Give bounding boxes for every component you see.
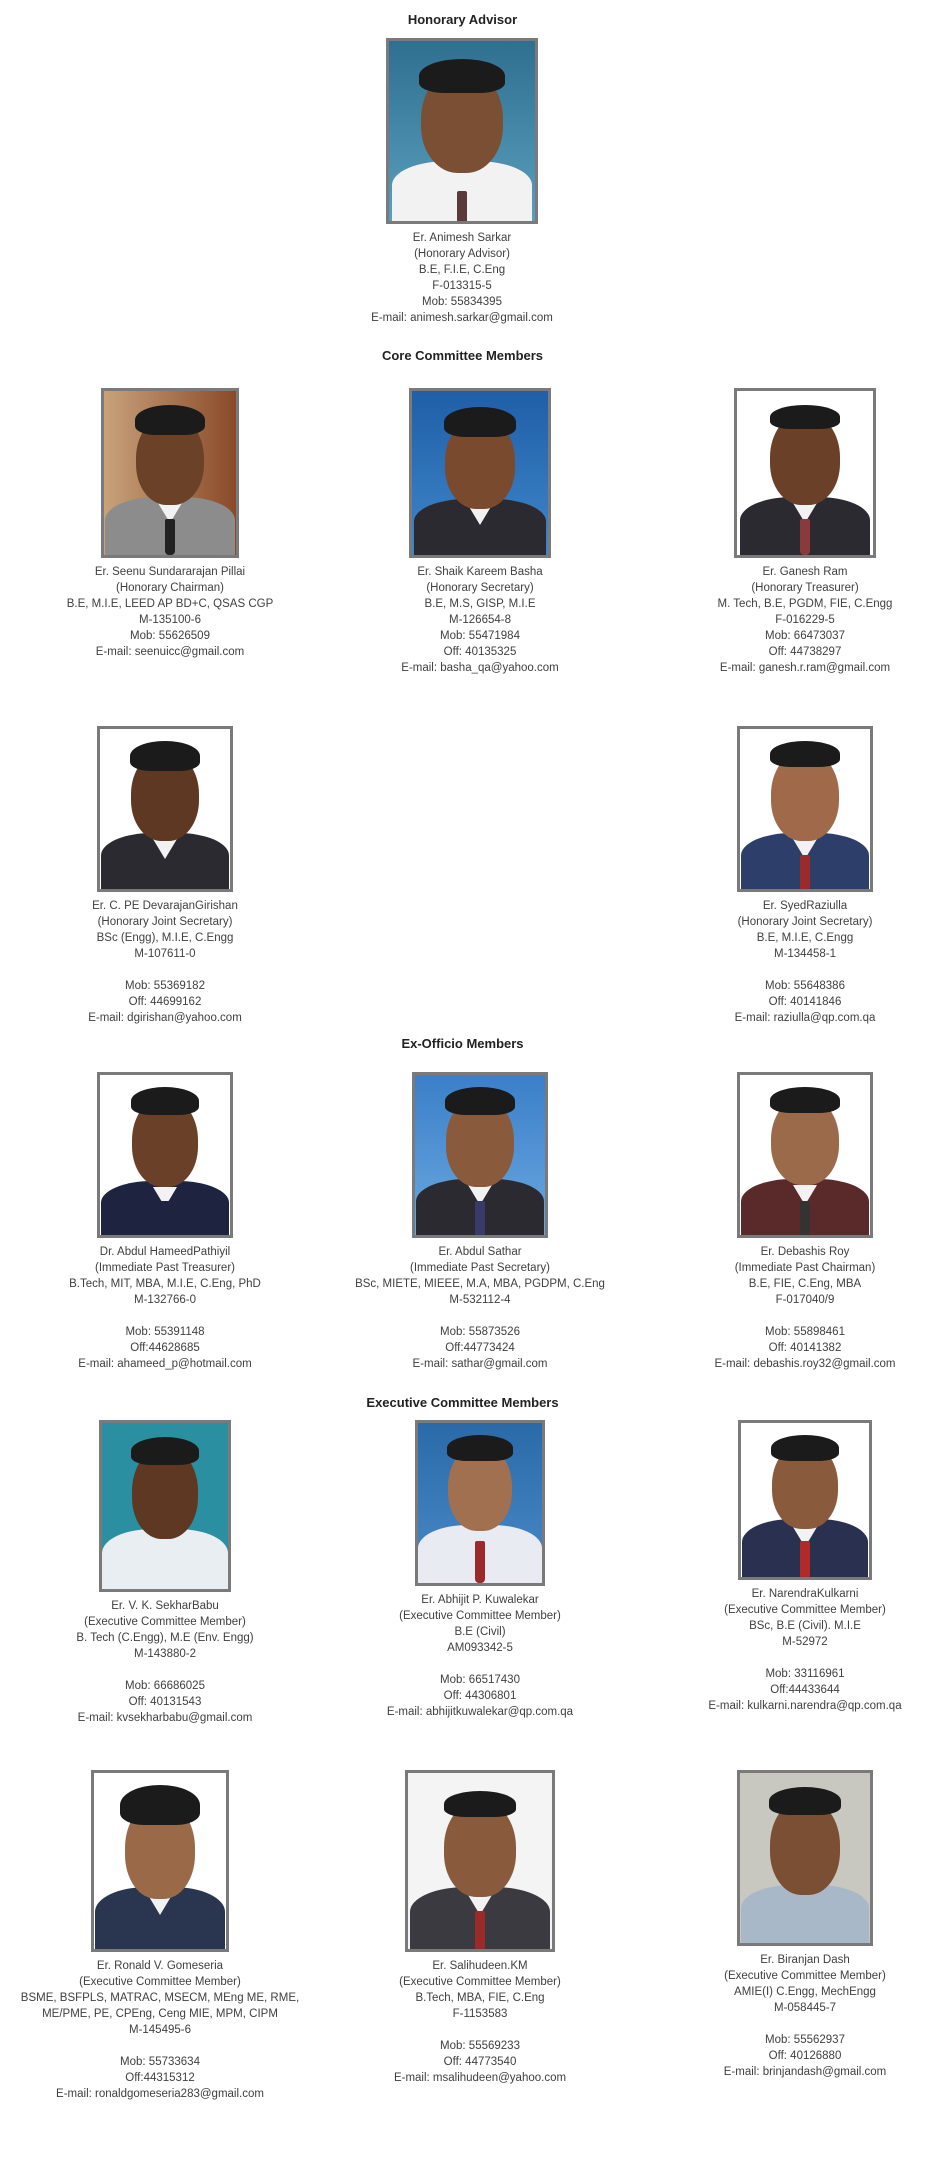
member-name: Er. Shaik Kareem Basha <box>417 566 543 578</box>
member-qualifications: B.E, M.I.E, LEED AP BD+C, QSAS CGP <box>66 598 274 610</box>
member-office: Off: 40126880 <box>768 2050 842 2062</box>
member-qualifications: BSc, MIETE, MIEEE, M.A, MBA, PGDPM, C.Eng <box>355 1278 605 1290</box>
member-mobile: Mob: 66686025 <box>125 1680 205 1692</box>
member-mobile: Mob: 55898461 <box>765 1326 845 1338</box>
member-role: (Honorary Chairman) <box>115 582 224 594</box>
member-mobile: Mob: 55562937 <box>765 2034 845 2046</box>
member-role: (Executive Committee Member) <box>399 1976 561 1988</box>
member-qualifications: B.E, M.S, GISP, M.I.E <box>424 598 536 610</box>
member-qualifications: AMIE(I) C.Engg, MechEngg <box>734 1986 876 1998</box>
spacer <box>40 962 290 978</box>
member-id: M-058445-7 <box>773 2002 836 2014</box>
member-photo <box>734 388 876 558</box>
member-email[interactable]: E-mail: ronaldgomeseria283@gmail.com <box>56 2088 264 2100</box>
member-mobile: Mob: 33116961 <box>765 1668 845 1680</box>
member-email[interactable]: E-mail: kulkarni.narendra@qp.com.qa <box>708 1700 902 1712</box>
member-qualifications: B.E, F.I.E, C.Eng <box>418 264 506 276</box>
member-role: (Executive Committee Member) <box>79 1976 241 1988</box>
member-card-core-1 <box>45 388 295 660</box>
member-role: (Executive Committee Member) <box>399 1610 561 1622</box>
member-office: Off: 44306801 <box>443 1690 517 1702</box>
section-title-core-committee: Core Committee Members <box>381 348 544 363</box>
member-role: (Immediate Past Treasurer) <box>95 1262 235 1274</box>
member-card-executive-1 <box>30 1420 300 1726</box>
spacer <box>680 1308 925 1324</box>
member-qualifications: B.Tech, MIT, MBA, M.I.E, C.Eng, PhD <box>69 1278 261 1290</box>
member-role: (Honorary Advisor) <box>414 248 510 260</box>
member-role: (Immediate Past Chairman) <box>734 1262 876 1274</box>
member-qualifications: M. Tech, B.E, PGDM, FIE, C.Engg <box>717 598 893 610</box>
member-name: Er. C. PE DevarajanGirishan <box>92 900 238 912</box>
member-id: M-532112-4 <box>449 1294 511 1306</box>
member-name: Er. V. K. SekharBabu <box>111 1600 219 1612</box>
member-name: Er. SyedRaziulla <box>762 900 848 912</box>
member-id: F-016229-5 <box>775 614 835 626</box>
member-qualifications: B. Tech (C.Engg), M.E (Env. Engg) <box>76 1632 254 1644</box>
member-mobile: Mob: 55648386 <box>765 980 845 992</box>
member-photo <box>412 1072 548 1238</box>
spacer <box>40 1308 290 1324</box>
member-mobile: Mob: 55369182 <box>125 980 205 992</box>
member-name: Er. Seenu Sundararajan Pillai <box>94 566 246 578</box>
member-qualifications: B.E, M.I.E, C.Engg <box>756 932 854 944</box>
member-office: Off: 44738297 <box>768 646 842 658</box>
member-qualifications: BSME, BSFPLS, MATRAC, MSECM, MEng ME, RME, <box>20 1992 300 2004</box>
member-id: M-135100-6 <box>138 614 201 626</box>
member-role: (Honorary Joint Secretary) <box>97 916 233 928</box>
member-photo <box>91 1770 229 1952</box>
member-email[interactable]: E-mail: kvsekharbabu@gmail.com <box>77 1712 253 1724</box>
member-mobile: Mob: 55733634 <box>120 2056 200 2068</box>
member-office: Off:44628685 <box>130 1342 200 1354</box>
member-card-executive-5 <box>330 1770 630 2086</box>
member-role: (Executive Committee Member) <box>84 1616 246 1628</box>
member-id: F-017040/9 <box>775 1294 835 1306</box>
member-role: (Honorary Joint Secretary) <box>737 916 873 928</box>
member-role: (Honorary Treasurer) <box>751 582 859 594</box>
member-photo <box>386 38 538 224</box>
member-card-core-3 <box>680 388 925 676</box>
member-name: Er. Salihudeen.KM <box>432 1960 528 1972</box>
member-name: Er. Debashis Roy <box>760 1246 850 1258</box>
member-id: M-52972 <box>782 1636 828 1648</box>
member-email[interactable]: E-mail: sathar@gmail.com <box>412 1358 548 1370</box>
spacer <box>10 2038 310 2054</box>
member-name: Er. Abdul Sathar <box>438 1246 522 1258</box>
member-office: Off: 40141846 <box>768 996 842 1008</box>
member-card-exofficio-2 <box>330 1072 630 1372</box>
spacer <box>670 2016 925 2032</box>
member-card-core-2 <box>355 388 605 676</box>
member-name: Er. NarendraKulkarni <box>751 1588 859 1600</box>
member-id: M-132766-0 <box>133 1294 196 1306</box>
member-photo <box>415 1420 545 1586</box>
member-email[interactable]: E-mail: raziulla@qp.com.qa <box>734 1012 876 1024</box>
member-email[interactable]: E-mail: abhijitkuwalekar@qp.com.qa <box>386 1706 574 1718</box>
member-photo <box>738 1420 872 1580</box>
member-qualifications: B.Tech, MBA, FIE, C.Eng <box>415 1992 545 2004</box>
member-name: Er. Ronald V. Gomeseria <box>96 1960 224 1972</box>
member-email[interactable]: E-mail: ahameed_p@hotmail.com <box>78 1358 252 1370</box>
member-card-exofficio-3 <box>680 1072 925 1372</box>
member-mobile: Mob: 66473037 <box>765 630 845 642</box>
member-id: M-143880-2 <box>133 1648 196 1660</box>
member-role: (Immediate Past Secretary) <box>410 1262 550 1274</box>
member-qualifications-cont: ME/PME, PE, CPEng, Ceng MIE, MPM, CIPM <box>42 2008 278 2020</box>
member-photo <box>737 1072 873 1238</box>
spacer <box>30 1662 300 1678</box>
member-name: Dr. Abdul HameedPathiyil <box>99 1246 231 1258</box>
member-mobile: Mob: 66517430 <box>440 1674 520 1686</box>
member-card-executive-4 <box>10 1770 310 2102</box>
member-card-executive-3 <box>670 1420 925 1714</box>
member-card-executive-2 <box>330 1420 630 1720</box>
member-office: Off:44315312 <box>125 2072 195 2084</box>
spacer <box>330 1308 630 1324</box>
member-photo <box>409 388 551 558</box>
member-photo <box>737 1770 873 1946</box>
member-mobile: Mob: 55626509 <box>130 630 210 642</box>
member-email[interactable]: E-mail: debashis.roy32@gmail.com <box>714 1358 896 1370</box>
member-id: M-145495-6 <box>128 2024 191 2036</box>
spacer <box>330 2022 630 2038</box>
member-email[interactable]: E-mail: ganesh.r.ram@gmail.com <box>719 662 891 674</box>
member-office: Off: 40141382 <box>768 1342 842 1354</box>
member-email[interactable]: E-mail: basha_qa@yahoo.com <box>401 662 559 674</box>
spacer <box>680 962 925 978</box>
member-email[interactable]: E-mail: seenuicc@gmail.com <box>95 646 245 658</box>
member-card-executive-6 <box>670 1770 925 2080</box>
member-card-core-5 <box>680 726 925 1026</box>
member-photo <box>99 1420 231 1592</box>
member-id: M-134458-1 <box>773 948 836 960</box>
member-mobile: Mob: 55873526 <box>440 1326 520 1338</box>
member-mobile: Mob: 55569233 <box>440 2040 520 2052</box>
member-role: (Executive Committee Member) <box>724 1604 886 1616</box>
member-card-exofficio-1 <box>40 1072 290 1372</box>
member-id: F-1153583 <box>452 2008 508 2020</box>
member-card-core-4 <box>40 726 290 1026</box>
member-office: Off: 40135325 <box>443 646 517 658</box>
member-office: Off:44773424 <box>445 1342 515 1354</box>
member-email[interactable]: E-mail: dgirishan@yahoo.com <box>88 1012 242 1024</box>
member-card-advisor <box>312 38 612 326</box>
member-name: Er. Animesh Sarkar <box>412 232 512 244</box>
member-role: (Honorary Secretary) <box>426 582 534 594</box>
member-photo <box>737 726 873 892</box>
member-qualifications: B.E, FIE, C.Eng, MBA <box>748 1278 862 1290</box>
member-office: Off: 44699162 <box>128 996 202 1008</box>
member-photo <box>97 1072 233 1238</box>
section-title-ex-officio: Ex-Officio Members <box>401 1036 524 1051</box>
member-qualifications: BSc, B.E (Civil). M.I.E <box>749 1620 861 1632</box>
member-office: Off: 44773540 <box>443 2056 517 2068</box>
member-id: M-107611-0 <box>134 948 196 960</box>
member-email[interactable]: E-mail: msalihudeen@yahoo.com <box>393 2072 567 2084</box>
member-id: M-126654-8 <box>448 614 511 626</box>
section-title-honorary-advisor: Honorary Advisor <box>407 12 518 27</box>
member-photo <box>97 726 233 892</box>
member-qualifications: BSc (Engg), M.I.E, C.Engg <box>96 932 234 944</box>
member-role: (Executive Committee Member) <box>724 1970 886 1982</box>
member-email[interactable]: E-mail: animesh.sarkar@gmail.com <box>371 312 553 324</box>
spacer <box>670 1650 925 1666</box>
member-id: AM093342-5 <box>447 1642 513 1654</box>
member-mobile: Mob: 55834395 <box>422 296 502 308</box>
member-office: Off:44433644 <box>770 1684 840 1696</box>
member-mobile: Mob: 55471984 <box>440 630 520 642</box>
section-title-executive-committee: Executive Committee Members <box>366 1395 559 1410</box>
member-email[interactable]: E-mail: brinjandash@gmail.com <box>723 2066 887 2078</box>
member-name: Er. Abhijit P. Kuwalekar <box>421 1594 539 1606</box>
member-name: Er. Ganesh Ram <box>762 566 848 578</box>
member-photo <box>101 388 239 558</box>
member-name: Er. Biranjan Dash <box>760 1954 850 1966</box>
member-photo <box>405 1770 555 1952</box>
spacer <box>330 1656 630 1672</box>
member-qualifications: B.E (Civil) <box>454 1626 506 1638</box>
member-id: F-013315-5 <box>432 280 492 292</box>
member-mobile: Mob: 55391148 <box>125 1326 205 1338</box>
member-office: Off: 40131543 <box>128 1696 202 1708</box>
